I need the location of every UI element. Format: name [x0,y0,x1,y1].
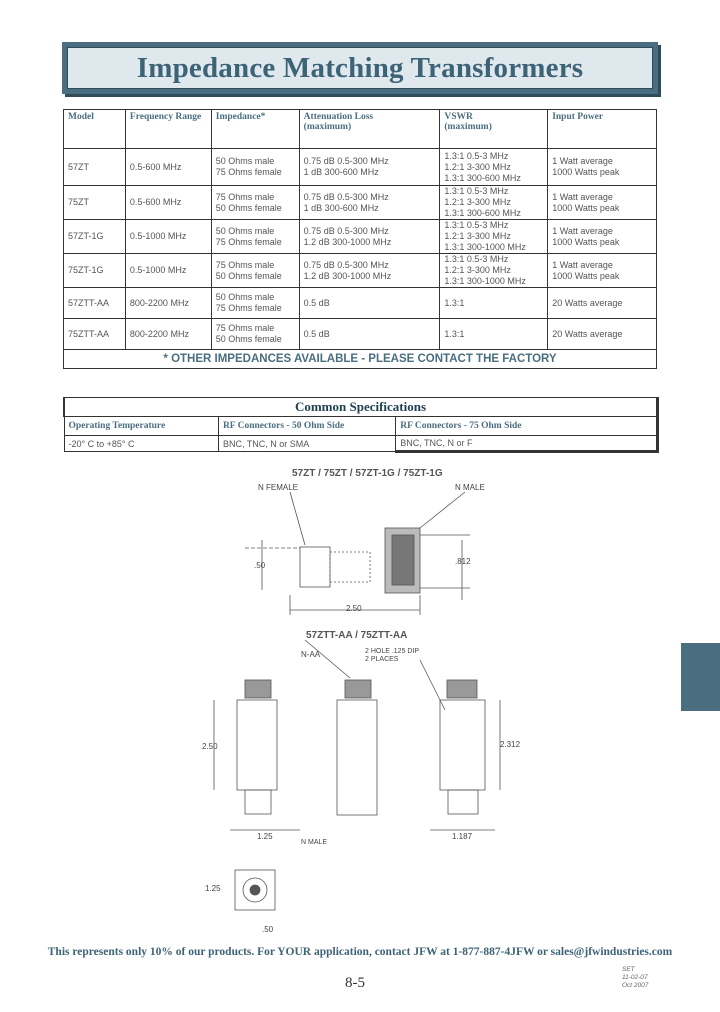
stamp-line-3: Oct 2007 [622,982,649,989]
cell-line: 75 Ohms female [215,236,282,247]
cell-line: 75 Ohms male [215,323,275,333]
cell-line: 1.2:1 3-300 MHz [444,161,511,172]
cell-line: 1000 Watts peak [552,270,620,281]
header-impedance: Impedance* [211,110,299,149]
cell-line: 50 Ohms female [215,202,282,213]
cell-line: 1 Watt average [552,156,613,166]
cell-line: 1 Watt average [552,225,613,236]
cell-line: 1.3:1 300-1000 MHz [444,242,526,252]
cell-line: 1.3:1 0.5-3 MHz [444,186,509,196]
cell-line: 1000 Watts peak [552,167,620,177]
cell-line: 75ZTT-AA [68,328,110,339]
header-rf-75: RF Connectors - 75 Ohm Side [396,417,658,436]
cell-line: 1.2 dB 300-1000 MHz [303,236,392,247]
cell-line: 1000 Watts peak [552,202,620,213]
diagram1-drawing [245,492,470,615]
cell-line: 50 Ohms male [215,156,275,166]
cell-line: 50 Ohms male [215,292,275,302]
cell-line: 1.3:1 300-1000 MHz [444,276,526,286]
dim-height2: 2.312 [500,740,521,749]
stamp-line-2: 11-02-07 [622,974,648,981]
cell-line: 1.3:1 0.5-3 MHz [444,254,509,264]
header-power: Input Power [548,110,657,149]
cell-line: 0.75 dB 0.5-300 MHz [303,225,389,236]
cell-line: 800-2200 MHz [129,328,189,339]
dim-height: 2.50 [202,742,218,751]
cell-line: 75ZT [68,197,90,207]
diagram2-drawing [214,640,500,910]
value-rf-50: BNC, TNC, N or SMA [218,436,395,452]
value-rf-75: BNC, TNC, N or F [396,436,658,452]
footer-contact: This represents only 10% of our products. For YOUR application, contact JFW at 1-877-887-4JFW or sales@jfwindustries.com [47,946,673,958]
header-attenuation: Attenuation Loss (maximum) [299,110,440,149]
cell-line: 75ZT-1G [68,265,104,275]
cell-line: 1.2 dB 300-1000 MHz [303,270,392,281]
stamp-line-1: SET [622,966,635,973]
impedance-note: * OTHER IMPEDANCES AVAILABLE - PLEASE CONTACT THE FACTORY [64,350,657,369]
cell-line: 1.3:1 [444,297,465,308]
dim-width2: 1.187 [452,832,473,841]
cell-line: 1.2:1 3-300 MHz [444,231,511,241]
cell-line: 1 Watt average [552,191,613,202]
cell-line: 0.75 dB 0.5-300 MHz [303,156,389,166]
dim-width: 1.25 [257,832,273,841]
cell-line: 1.3:1 0.5-3 MHz [444,220,509,230]
cell-line: 1.3:1 300-600 MHz [444,172,521,183]
dim-right: .812 [455,557,471,566]
cell-line: 1.3:1 0.5-3 MHz [444,150,509,161]
cell-line: 57ZT-1G [68,231,104,241]
value-operating-temp: -20° C to +85° C [64,436,218,452]
header-model: Model [64,110,126,149]
section-side-tab [681,643,720,711]
dim-length: 2.50 [346,604,362,613]
page-title: Impedance Matching Transformers [136,51,584,84]
cell-line: 1 Watt average [552,259,613,270]
header-frequency: Frequency Range [125,110,211,149]
cell-line: 50 Ohms male [215,225,275,236]
cell-line: 0.5-600 MHz [129,161,182,172]
dim-small: .50 [262,925,274,934]
common-specs-title: Common Specifications [64,398,658,417]
cell-line: 0.5 dB [303,297,330,308]
cell-line: 0.5 dB [303,328,330,339]
cell-line: 1 dB 300-600 MHz [303,167,379,177]
label-n-male-2: N MALE [301,839,328,846]
cell-line: 800-2200 MHz [129,297,189,308]
cell-line: 0.75 dB 0.5-300 MHz [303,259,389,270]
header-operating-temp: Operating Temperature [64,417,218,436]
cell-line: 75 Ohms male [215,259,275,270]
cell-line: 1 dB 300-600 MHz [303,202,379,213]
label-holes: 2 HOLE .125 DIP 2 PLACES [365,648,420,663]
cell-line: 20 Watts average [552,328,623,339]
label-n-aa: N-AA [301,650,321,659]
label-n-male: N MALE [455,483,485,492]
cell-line: 50 Ohms female [215,270,282,281]
cell-line: 1000 Watts peak [552,236,620,247]
cell-line: 0.5-1000 MHz [129,265,187,275]
cell-line: 1.2:1 3-300 MHz [444,265,511,275]
header-rf-50: RF Connectors - 50 Ohm Side [218,417,395,436]
cell-line: 57ZT [68,161,90,172]
page-number: 8-5 [345,975,365,991]
cell-line: 75 Ohms female [215,303,282,313]
dim-square: 1.25 [205,884,221,893]
diagram2-title: 57ZTT-AA / 75ZTT-AA [306,630,408,641]
cell-line: 57ZTT-AA [68,297,110,308]
cell-line: 0.5-1000 MHz [129,231,187,241]
cell-line: 20 Watts average [552,297,623,308]
cell-line: 1.2:1 3-300 MHz [444,197,511,207]
cell-line: 0.75 dB 0.5-300 MHz [303,191,389,202]
cell-line: 1.3:1 [444,328,465,339]
label-n-female: N FEMALE [258,483,299,492]
diagram1-title: 57ZT / 75ZT / 57ZT-1G / 75ZT-1G [292,468,443,479]
header-vswr: VSWR (maximum) [440,110,548,149]
cell-line: 1.3:1 300-600 MHz [444,208,521,218]
cell-line: 75 Ohms female [215,167,282,177]
date-stamp [622,966,648,990]
cell-line: 0.5-600 MHz [129,197,182,207]
cell-line: 75 Ohms male [215,191,275,202]
cell-line: 50 Ohms female [215,334,282,344]
dim-left: .50 [254,561,266,570]
